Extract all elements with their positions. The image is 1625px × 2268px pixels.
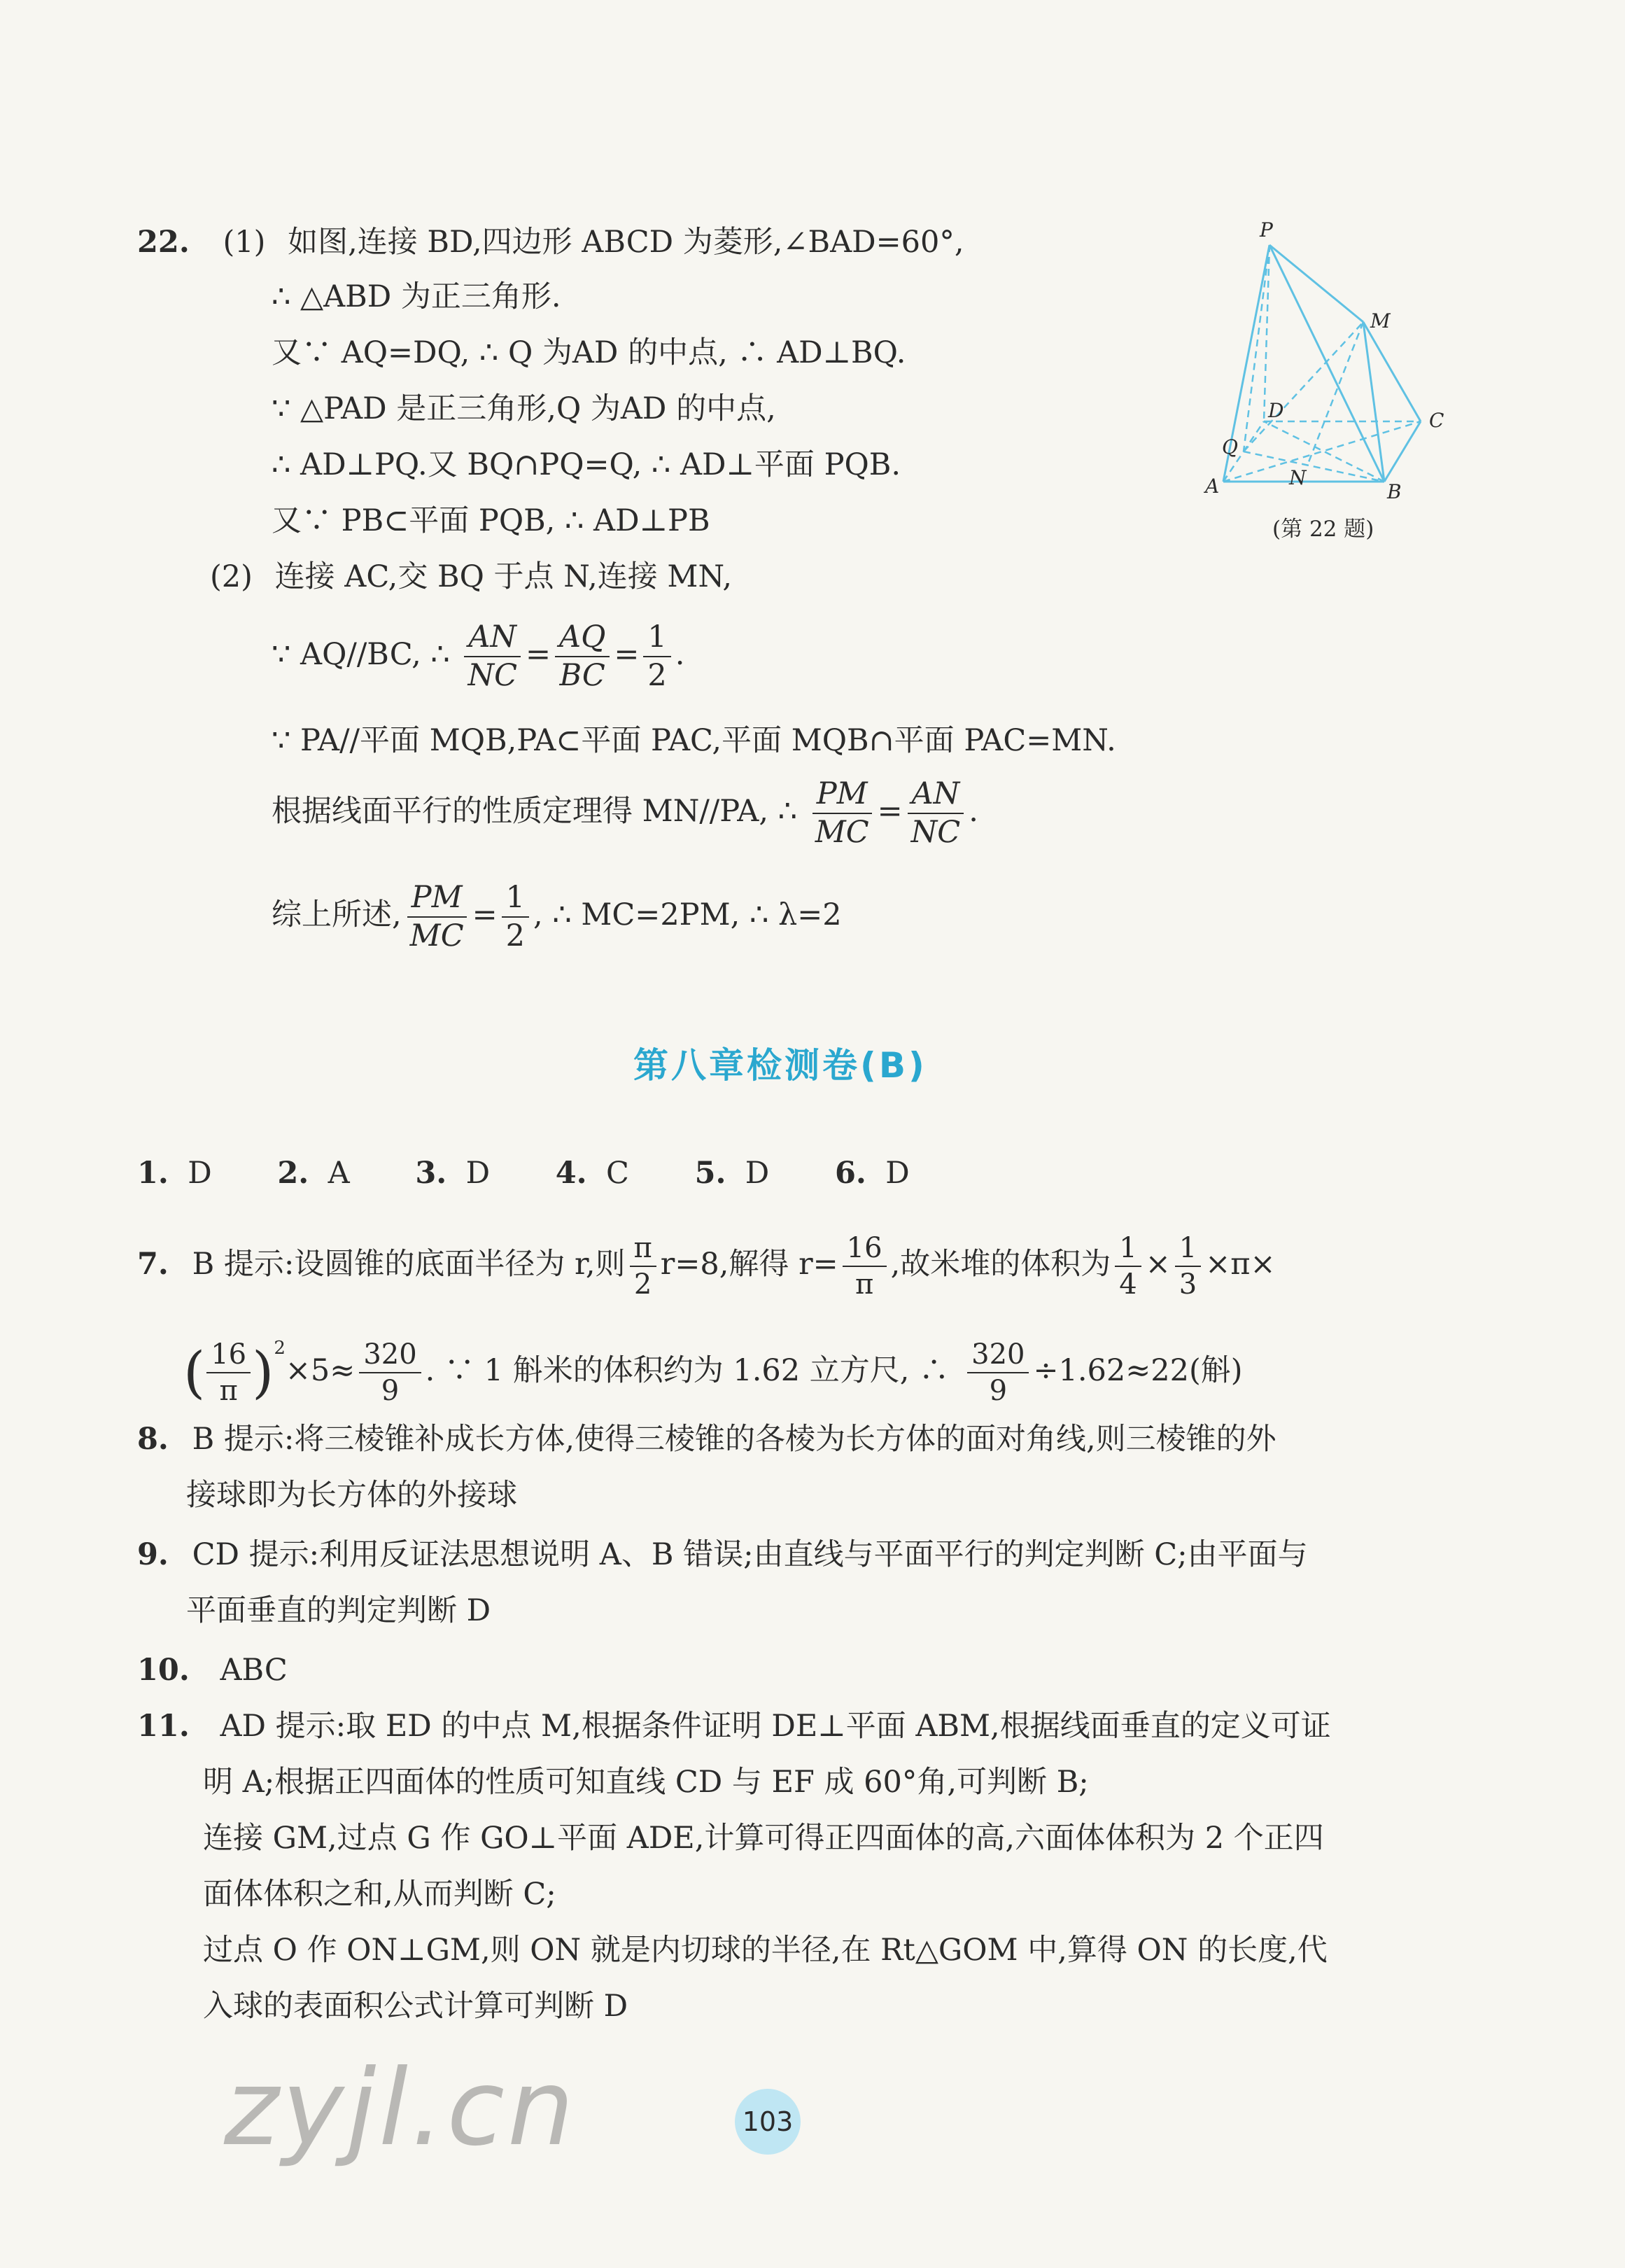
mc-answer: 4. C — [555, 1156, 629, 1191]
label-p: P — [1260, 218, 1273, 241]
q22-line-4: ∵ △PAD 是正三角形,Q 为AD 的中点, — [272, 391, 776, 426]
q22-line-8: ∵ AQ//BC, ∴ $\frac{AN}{NC}$ = $\frac{AQ}{BC}$ = $\frac{1}{2}$ . — [272, 620, 685, 694]
edge-pm — [1269, 245, 1363, 322]
text: 综上所述, — [272, 897, 402, 933]
fraction-an-nc: $\frac{AN}{NC}$ — [463, 622, 521, 692]
question-number: 11. — [137, 1709, 190, 1744]
label-q: Q — [1222, 435, 1238, 458]
label-m: M — [1370, 309, 1391, 332]
q8-line-1 — [137, 1421, 1276, 1457]
text: CD 提示:利用反证法思想说明 A、B 错误;由直线与平面平行的判定判断 C;由平面与 — [192, 1537, 1308, 1572]
q7-line-1 — [137, 1233, 1276, 1299]
edge-qb — [1244, 451, 1384, 482]
q22-line-5: ∴ AD⊥PQ.又 BQ∩PQ=Q, ∴ AD⊥平面 PQB. — [272, 447, 901, 482]
label-c: C — [1429, 409, 1444, 432]
fraction-1-4: $\frac{1}{4}$ — [1115, 1233, 1141, 1299]
text: ×π× — [1205, 1247, 1276, 1282]
text: AD 提示:取 ED 的中点 M,根据条件证明 DE⊥平面 ABM,根据线面垂直的定义可证 — [220, 1709, 1331, 1744]
fraction-half: $\frac{1}{2}$ — [643, 622, 670, 692]
fraction-320-9: $\frac{320}{9}$ — [967, 1340, 1029, 1406]
edge-bc — [1384, 421, 1421, 482]
q22-line-11: 综上所述, $\frac{PM}{MC}$ = $\frac{1}{2}$ , ∴ MC=2PM, ∴ λ=2 — [272, 880, 842, 954]
watermark-logo: zyjl.cn — [224, 2047, 577, 2169]
q22-line-3: 又∵ AQ=DQ, ∴ Q 为AD 的中点, ∴ AD⊥BQ. — [272, 335, 906, 370]
text: × — [1145, 1247, 1171, 1282]
q11-line-3: 连接 GM,过点 G 作 GO⊥平面 ADE,计算可得正四面体的高,六面体体积为 2 个正四 — [203, 1821, 1324, 1856]
text: ×5≈ — [285, 1353, 356, 1388]
part-label: (1) — [223, 225, 266, 260]
q9-line-1 — [137, 1536, 1308, 1573]
edge-pb — [1269, 245, 1384, 482]
text: 如图,连接 BD,四边形 ABCD 为菱形,∠BAD=60°, — [288, 225, 964, 260]
q10-line — [137, 1652, 288, 1688]
q11-line-6: 入球的表面积公式计算可判断 D — [203, 1989, 628, 2024]
text: , ∴ MC=2PM, ∴ λ=2 — [533, 897, 842, 933]
fraction-16-pi: $\frac{16}{\pi}$ — [843, 1233, 887, 1299]
question-number: 22. — [137, 225, 190, 260]
question-number: 8. — [137, 1422, 169, 1457]
q9-line-2: 平面垂直的判定判断 D — [186, 1593, 491, 1628]
label-b: B — [1387, 480, 1402, 503]
mc-answer: 2. A — [277, 1156, 350, 1191]
mc-answer: 3. D — [415, 1156, 491, 1191]
q22-line-1 — [137, 224, 964, 260]
q22-line-10: 根据线面平行的性质定理得 MN//PA, ∴ $\frac{PM}{MC}$ = $\frac{AN}{NC}$ . — [272, 776, 978, 850]
text: ∵ AQ//BC, ∴ — [272, 637, 450, 673]
answer: ABC — [220, 1653, 288, 1688]
question-number: 10. — [137, 1653, 190, 1688]
question-number: 9. — [137, 1537, 169, 1572]
fraction-320-9: $\frac{320}{9}$ — [359, 1340, 421, 1406]
mc-answers-row — [137, 1155, 966, 1191]
edge-qm — [1244, 322, 1363, 451]
exponent: 2 — [274, 1338, 286, 1359]
fraction-pi-2: $\frac{\pi}{2}$ — [630, 1233, 656, 1299]
q22-line-7 — [210, 559, 732, 595]
figure-caption: (第 22 题) — [1272, 517, 1374, 542]
page-number: 103 — [735, 2089, 801, 2155]
q22-line-9: ∵ PA//平面 MQB,PA⊂平面 PAC,平面 MQB∩平面 PAC=MN. — [272, 723, 1116, 758]
text: 根据线面平行的性质定理得 MN//PA, ∴ — [272, 794, 798, 830]
fraction-an-nc: $\frac{AN}{NC}$ — [907, 778, 965, 848]
edge-bd — [1264, 421, 1384, 482]
fraction-half: $\frac{1}{2}$ — [502, 882, 529, 952]
mc-answer: 1. D — [137, 1156, 212, 1191]
text: ÷1.62≈22(斛) — [1033, 1353, 1243, 1388]
part-label: (2) — [210, 559, 253, 594]
fraction-pm-mc: $\frac{PM}{MC}$ — [406, 882, 468, 952]
text: . ∵ 1 斛米的体积约为 1.62 立方尺, ∴ — [425, 1353, 950, 1388]
label-d: D — [1268, 399, 1284, 422]
q8-line-2: 接球即为长方体的外接球 — [186, 1478, 517, 1513]
q11-line-1 — [137, 1708, 1331, 1744]
text: ,故米堆的体积为 — [890, 1247, 1111, 1282]
text: 连接 AC,交 BQ 于点 N,连接 MN, — [274, 559, 732, 594]
pyramid-figure — [1204, 210, 1470, 504]
section-title: 第八章检测卷(B) — [633, 1045, 927, 1086]
label-n: N — [1289, 466, 1307, 489]
q7-line-2: ( $\frac{16}{\pi}$ )$^2$×5≈ $\frac{320}{9}$ . ∵ 1 斛米的体积约为 1.62 立方尺, ∴ $\frac{320}{9}$ ÷1.62≈22(斛) — [183, 1338, 1243, 1407]
fraction-pm-mc: $\frac{PM}{MC}$ — [811, 778, 873, 848]
fraction-16-pi: $\frac{16}{\pi}$ — [206, 1340, 251, 1406]
text: B 提示:设圆锥的底面半径为 r,则 — [192, 1247, 626, 1282]
fraction-1-3: $\frac{1}{3}$ — [1175, 1233, 1201, 1299]
mc-answer: 5. D — [694, 1156, 770, 1191]
edge-ac — [1223, 421, 1421, 482]
mc-answer: 6. D — [834, 1156, 910, 1191]
fraction-aq-bc: $\frac{AQ}{BC}$ — [555, 622, 610, 692]
edge-mc — [1363, 322, 1421, 421]
q11-line-5: 过点 O 作 ON⊥GM,则 ON 就是内切球的半径,在 Rt△GOM 中,算得 ON 的长度,代 — [203, 1933, 1328, 1968]
text: r=8,解得 r= — [660, 1247, 838, 1282]
text: B 提示:将三棱锥补成长方体,使得三棱锥的各棱为长方体的面对角线,则三棱锥的外 — [192, 1422, 1276, 1457]
label-a: A — [1205, 475, 1220, 498]
q22-line-2: ∴ △ABD 为正三角形. — [272, 279, 561, 314]
question-number: 7. — [137, 1247, 169, 1282]
q11-line-2: 明 A;根据正四面体的性质可知直线 CD 与 EF 成 60°角,可判断 B; — [203, 1765, 1089, 1800]
q11-line-4: 面体体积之和,从而判断 C; — [203, 1877, 556, 1912]
q22-line-6: 又∵ PB⊂平面 PQB, ∴ AD⊥PB — [272, 503, 710, 538]
